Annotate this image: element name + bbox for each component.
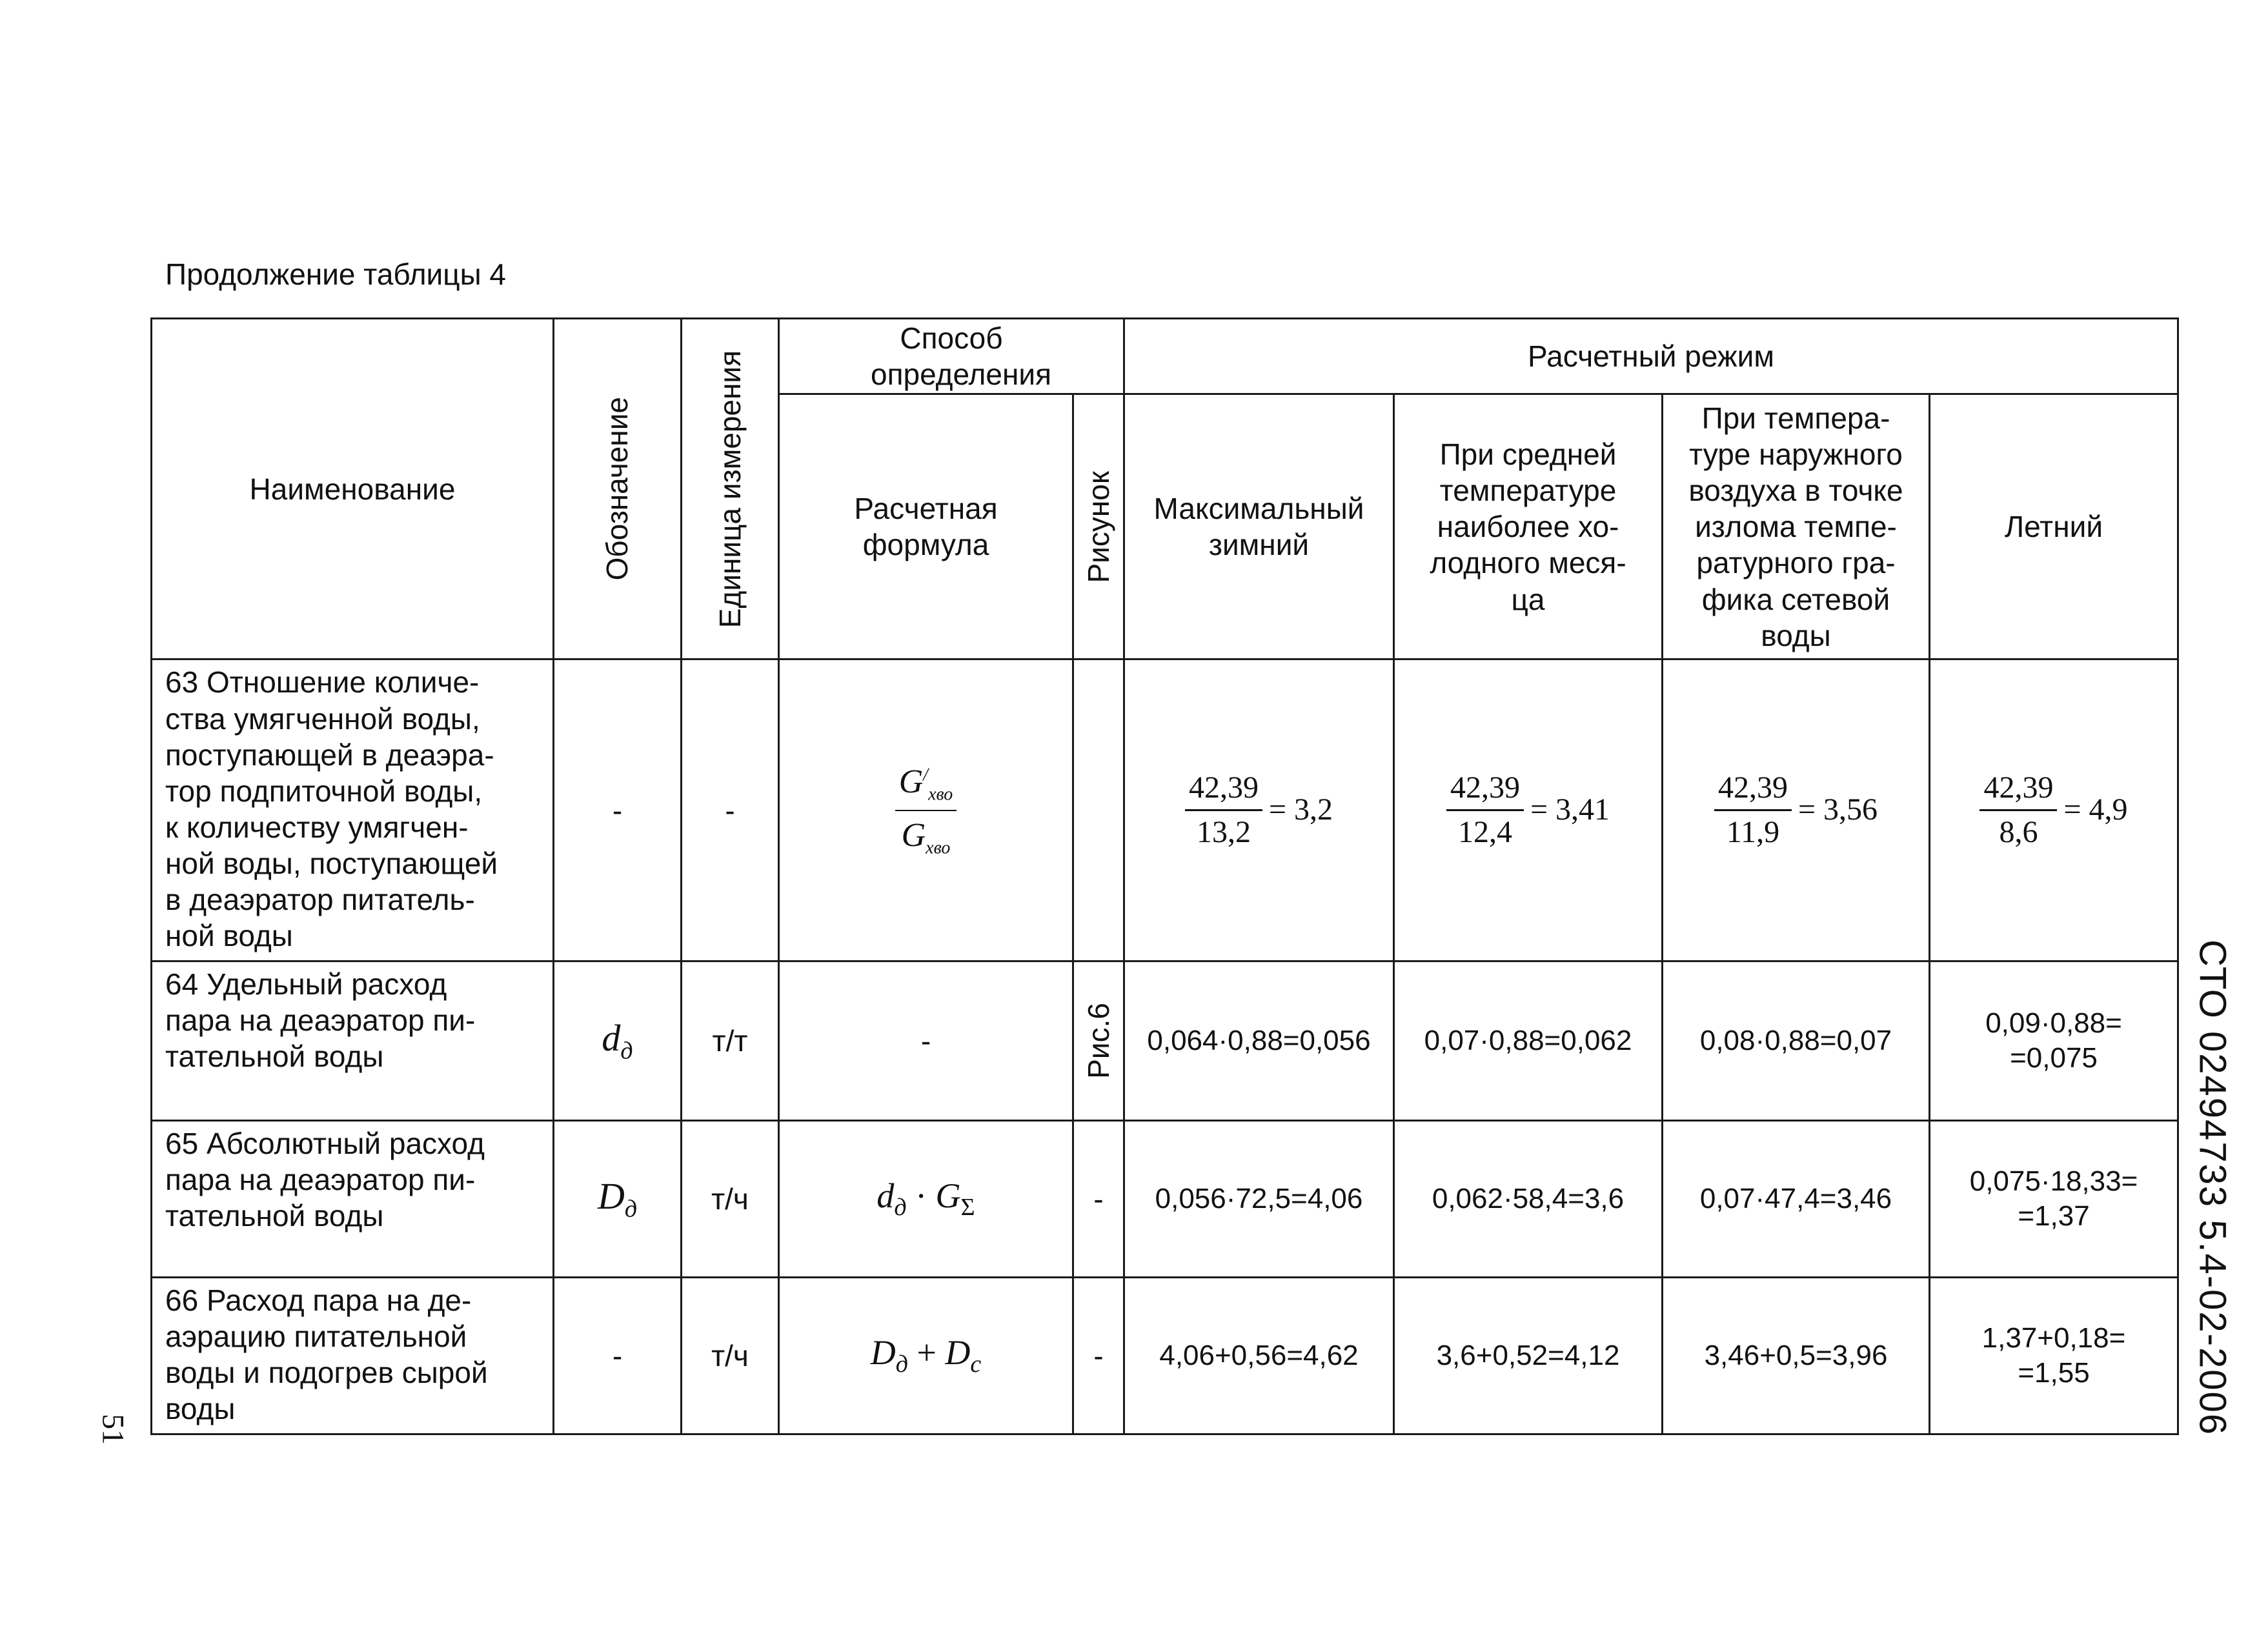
row-66-value-avg-cold: 3,6+0,52=4,12 xyxy=(1394,1278,1663,1434)
row-65-name-line: 65 Абсолютный расход xyxy=(165,1127,485,1161)
row-66-name-line: аэрацию питательной xyxy=(165,1320,467,1354)
row-63-unit: - xyxy=(682,659,779,961)
row-63-formula-fraction: $\frac{G^/_{хво}}{G_{хво}}$ xyxy=(895,761,957,859)
row-63-figure xyxy=(1073,659,1124,961)
row-64-value-avg-cold: 0,07·0,88=0,062 xyxy=(1394,961,1663,1121)
header-unit-text: Единица измерения xyxy=(713,350,747,628)
row-65-name-line: пара на деаэратор пи- xyxy=(165,1163,476,1197)
header-mode-group: Расчетный режим xyxy=(1124,319,2178,394)
row-64-name-line: пара на деаэратор пи- xyxy=(165,1003,476,1038)
row-64-value-summer: 0,09·0,88= =0,075 xyxy=(1930,961,2178,1121)
data-table xyxy=(150,317,2179,1435)
document-code xyxy=(2174,916,2251,1458)
row-63-value-max-winter: $\frac{42,39}{13,2}$ = 3,2 xyxy=(1124,659,1394,961)
row-66-name-line: воды xyxy=(165,1392,236,1426)
row-64-figure-text: Рис.6 xyxy=(1081,1003,1115,1079)
header-mode-break-point-text: При темпера-туре наружного воздуха в точке излома темпе-ратурного гра-фика сетевой воды xyxy=(1688,401,1903,652)
document-code-text: СТО 02494733 5.4-02-2006 xyxy=(2191,939,2234,1436)
table-row xyxy=(152,961,2178,1121)
header-mode-summer: Летний xyxy=(1930,394,2178,659)
header-unit xyxy=(682,319,779,659)
header-designation xyxy=(554,319,682,659)
row-64-name xyxy=(152,961,554,1121)
row-63-value-break-point: $\frac{42,39}{11,9}$ = 3,56 xyxy=(1663,659,1930,961)
header-mode-max-winter-text: Максимальный зимний xyxy=(1153,492,1364,562)
header-formula xyxy=(779,394,1073,659)
row-66-figure: - xyxy=(1073,1278,1124,1434)
table-caption: Продолжение таблицы 4 xyxy=(165,257,507,291)
row-66-unit: т/ч xyxy=(682,1278,779,1434)
row-65-designation: $D_д$ xyxy=(554,1121,682,1278)
row-63-name-line: ства умягченной воды, xyxy=(165,701,480,736)
row-66-value-break-point: 3,46+0,5=3,96 xyxy=(1663,1278,1930,1434)
row-65-value-break-point: 0,07·47,4=3,46 xyxy=(1663,1121,1930,1278)
header-name: Наименование xyxy=(152,319,554,659)
header-method-group xyxy=(779,319,1124,394)
header-mode-avg-cold-text: При средней температуре наиболее хо-лодного меся-ца xyxy=(1430,438,1626,616)
row-64-value-break-point: 0,08·0,88=0,07 xyxy=(1663,961,1930,1121)
row-66-name-line: воды и подогрев сырой xyxy=(165,1356,488,1390)
header-formula-text: Расчетная формула xyxy=(854,492,998,562)
row-63-name-line: ной воды, поступающей xyxy=(165,846,498,880)
row-65-formula: $d_д \cdot G_\Sigma$ xyxy=(779,1121,1073,1278)
row-65-name-line: тательной воды xyxy=(165,1199,384,1233)
page-number-text: 51 xyxy=(96,1414,130,1445)
header-figure xyxy=(1073,394,1124,659)
row-64-designation: $d_д$ xyxy=(554,961,682,1121)
row-65-unit: т/ч xyxy=(682,1121,779,1278)
row-64-formula: - xyxy=(779,961,1073,1121)
row-66-value-max-winter: 4,06+0,56=4,62 xyxy=(1124,1278,1394,1434)
row-64-value-max-winter: 0,064·0,88=0,056 xyxy=(1124,961,1394,1121)
header-mode-break-point xyxy=(1663,394,1930,659)
row-64-unit: т/т xyxy=(682,961,779,1121)
header-method-group-text: Способ определения xyxy=(871,321,1051,392)
row-63-name-line: ной воды xyxy=(165,919,293,953)
table-row xyxy=(152,1278,2178,1434)
row-66-name-line: 66 Расход пара на де- xyxy=(165,1283,472,1318)
row-63-designation: - xyxy=(554,659,682,961)
header-mode-avg-cold xyxy=(1394,394,1663,659)
row-66-value-summer: 1,37+0,18= =1,55 xyxy=(1930,1278,2178,1434)
table-row xyxy=(152,659,2178,961)
row-64-figure xyxy=(1073,961,1124,1121)
row-65-value-max-winter: 0,056·72,5=4,06 xyxy=(1124,1121,1394,1278)
header-designation-text: Обозначение xyxy=(600,397,634,581)
row-64-name-line: 64 Удельный расход xyxy=(165,967,447,1001)
row-63-value-summer: $\frac{42,39}{8,6}$ = 4,9 xyxy=(1930,659,2178,961)
row-65-name xyxy=(152,1121,554,1278)
row-63-name-line: в деаэратор питатель- xyxy=(165,883,475,917)
row-66-designation: - xyxy=(554,1278,682,1434)
row-66-name xyxy=(152,1278,554,1434)
row-63-name-line: к количеству умягчен- xyxy=(165,810,469,844)
row-65-value-avg-cold: 0,062·58,4=3,6 xyxy=(1394,1121,1663,1278)
row-63-value-avg-cold: $\frac{42,39}{12,4}$ = 3,41 xyxy=(1394,659,1663,961)
row-65-value-summer: 0,075·18,33= =1,37 xyxy=(1930,1121,2178,1278)
row-63-name-line: поступающей в деаэра- xyxy=(165,738,494,772)
row-63-formula xyxy=(779,659,1073,961)
table-row xyxy=(152,1121,2178,1278)
row-65-figure: - xyxy=(1073,1121,1124,1278)
row-66-formula: $D_д + D_с$ xyxy=(779,1278,1073,1434)
row-63-name-line: тор подпиточной воды, xyxy=(165,774,483,808)
row-63-name xyxy=(152,659,554,961)
page-number xyxy=(90,1400,136,1458)
header-figure-text: Рисунок xyxy=(1081,470,1115,583)
header-mode-max-winter xyxy=(1124,394,1394,659)
row-64-name-line: тательной воды xyxy=(165,1040,384,1074)
row-63-name-line: 63 Отношение количе- xyxy=(165,665,480,699)
